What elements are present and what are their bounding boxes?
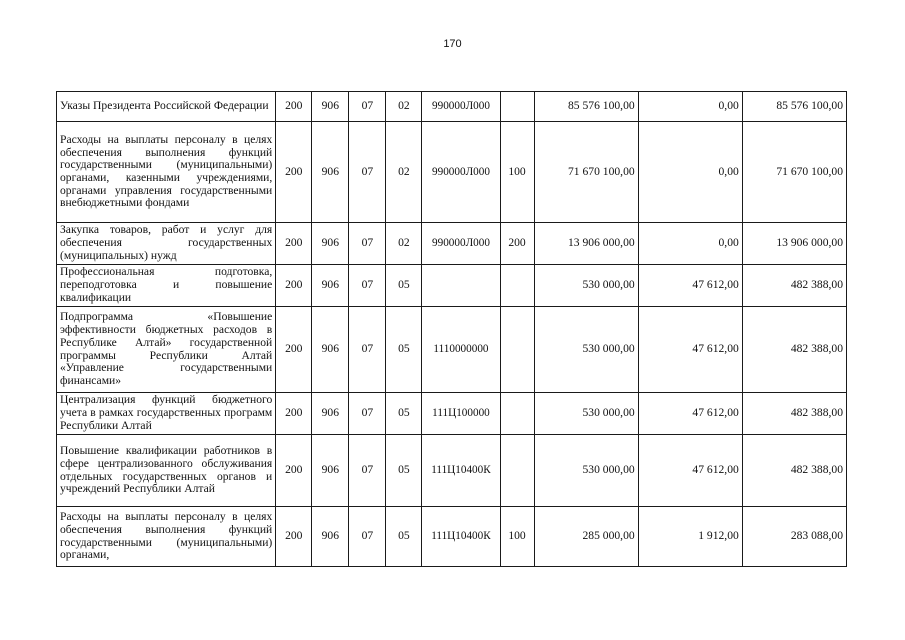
executed-amount: 47 612,00 bbox=[638, 307, 742, 393]
remainder-amount: 283 088,00 bbox=[742, 507, 846, 567]
admin-code: 200 bbox=[276, 307, 312, 393]
page-number: 170 bbox=[443, 38, 462, 50]
expense-type-code: 200 bbox=[500, 223, 534, 265]
row-name: Расходы на выплаты персоналу в целях обеспечения выполнения функций государственными (муниципальными) органами, казенными учреждениями, органами управления государственными внебюджетными фондами bbox=[57, 122, 276, 223]
expense-type-code bbox=[500, 92, 534, 122]
target-article-code: 990000Л000 bbox=[422, 92, 500, 122]
executed-amount: 1 912,00 bbox=[638, 507, 742, 567]
remainder-amount: 85 576 100,00 bbox=[742, 92, 846, 122]
row-name: Расходы на выплаты персоналу в целях обеспечения выполнения функций государственными (муниципальными) органами, bbox=[57, 507, 276, 567]
section-code: 07 bbox=[349, 265, 386, 307]
table-row bbox=[57, 265, 847, 307]
admin-code: 200 bbox=[276, 435, 312, 507]
executed-amount: 47 612,00 bbox=[638, 435, 742, 507]
table-row bbox=[57, 393, 847, 435]
target-article-code: 111Ц100000 bbox=[422, 393, 500, 435]
remainder-amount: 482 388,00 bbox=[742, 435, 846, 507]
subsection-code: 05 bbox=[386, 307, 422, 393]
executed-amount: 47 612,00 bbox=[638, 393, 742, 435]
table-row bbox=[57, 122, 847, 223]
expense-type-code bbox=[500, 307, 534, 393]
section-code: 07 bbox=[349, 122, 386, 223]
target-article-code: 990000Л000 bbox=[422, 223, 500, 265]
target-article-code: 1110000000 bbox=[422, 307, 500, 393]
executed-amount: 0,00 bbox=[638, 223, 742, 265]
row-name: Закупка товаров, работ и услуг для обеспечения государственных (муниципальных) нужд bbox=[57, 223, 276, 265]
expense-type-code bbox=[500, 435, 534, 507]
section-code: 07 bbox=[349, 435, 386, 507]
subsection-code: 05 bbox=[386, 393, 422, 435]
row-name: Подпрограмма «Повышение эффективности бюджетных расходов в Республике Алтай» государственной программы Республики Алтай «Управление государственными финансами» bbox=[57, 307, 276, 393]
admin-code: 200 bbox=[276, 122, 312, 223]
ministry-code: 906 bbox=[312, 393, 349, 435]
plan-amount: 530 000,00 bbox=[534, 393, 638, 435]
plan-amount: 85 576 100,00 bbox=[534, 92, 638, 122]
expense-type-code bbox=[500, 393, 534, 435]
row-name: Профессиональная подготовка, переподготовка и повышение квалификации bbox=[57, 265, 276, 307]
ministry-code: 906 bbox=[312, 307, 349, 393]
target-article-code bbox=[422, 265, 500, 307]
table-row bbox=[57, 223, 847, 265]
remainder-amount: 482 388,00 bbox=[742, 307, 846, 393]
ministry-code: 906 bbox=[312, 122, 349, 223]
budget-table bbox=[56, 91, 847, 567]
table-row bbox=[57, 307, 847, 393]
row-name: Указы Президента Российской Федерации bbox=[57, 92, 276, 122]
admin-code: 200 bbox=[276, 393, 312, 435]
admin-code: 200 bbox=[276, 223, 312, 265]
admin-code: 200 bbox=[276, 92, 312, 122]
subsection-code: 05 bbox=[386, 507, 422, 567]
expense-type-code bbox=[500, 265, 534, 307]
plan-amount: 530 000,00 bbox=[534, 265, 638, 307]
section-code: 07 bbox=[349, 223, 386, 265]
row-name: Повышение квалификации работников в сфере централизованного обслуживания отдельных государственных органов и учреждений Республики Алтай bbox=[57, 435, 276, 507]
subsection-code: 05 bbox=[386, 265, 422, 307]
ministry-code: 906 bbox=[312, 265, 349, 307]
subsection-code: 05 bbox=[386, 435, 422, 507]
executed-amount: 47 612,00 bbox=[638, 265, 742, 307]
table-row bbox=[57, 435, 847, 507]
section-code: 07 bbox=[349, 92, 386, 122]
remainder-amount: 482 388,00 bbox=[742, 393, 846, 435]
admin-code: 200 bbox=[276, 507, 312, 567]
plan-amount: 530 000,00 bbox=[534, 307, 638, 393]
plan-amount: 13 906 000,00 bbox=[534, 223, 638, 265]
subsection-code: 02 bbox=[386, 92, 422, 122]
plan-amount: 285 000,00 bbox=[534, 507, 638, 567]
target-article-code: 111Ц10400К bbox=[422, 507, 500, 567]
ministry-code: 906 bbox=[312, 435, 349, 507]
subsection-code: 02 bbox=[386, 223, 422, 265]
section-code: 07 bbox=[349, 307, 386, 393]
executed-amount: 0,00 bbox=[638, 122, 742, 223]
section-code: 07 bbox=[349, 393, 386, 435]
remainder-amount: 13 906 000,00 bbox=[742, 223, 846, 265]
table-row bbox=[57, 507, 847, 567]
ministry-code: 906 bbox=[312, 223, 349, 265]
target-article-code: 111Ц10400К bbox=[422, 435, 500, 507]
expense-type-code: 100 bbox=[500, 507, 534, 567]
remainder-amount: 482 388,00 bbox=[742, 265, 846, 307]
ministry-code: 906 bbox=[312, 507, 349, 567]
plan-amount: 71 670 100,00 bbox=[534, 122, 638, 223]
expense-type-code: 100 bbox=[500, 122, 534, 223]
target-article-code: 990000Л000 bbox=[422, 122, 500, 223]
admin-code: 200 bbox=[276, 265, 312, 307]
subsection-code: 02 bbox=[386, 122, 422, 223]
row-name: Централизация функций бюджетного учета в рамках государственных программ Республики Алтай bbox=[57, 393, 276, 435]
section-code: 07 bbox=[349, 507, 386, 567]
table-row bbox=[57, 92, 847, 122]
plan-amount: 530 000,00 bbox=[534, 435, 638, 507]
ministry-code: 906 bbox=[312, 92, 349, 122]
executed-amount: 0,00 bbox=[638, 92, 742, 122]
remainder-amount: 71 670 100,00 bbox=[742, 122, 846, 223]
budget-table-body bbox=[57, 92, 847, 567]
